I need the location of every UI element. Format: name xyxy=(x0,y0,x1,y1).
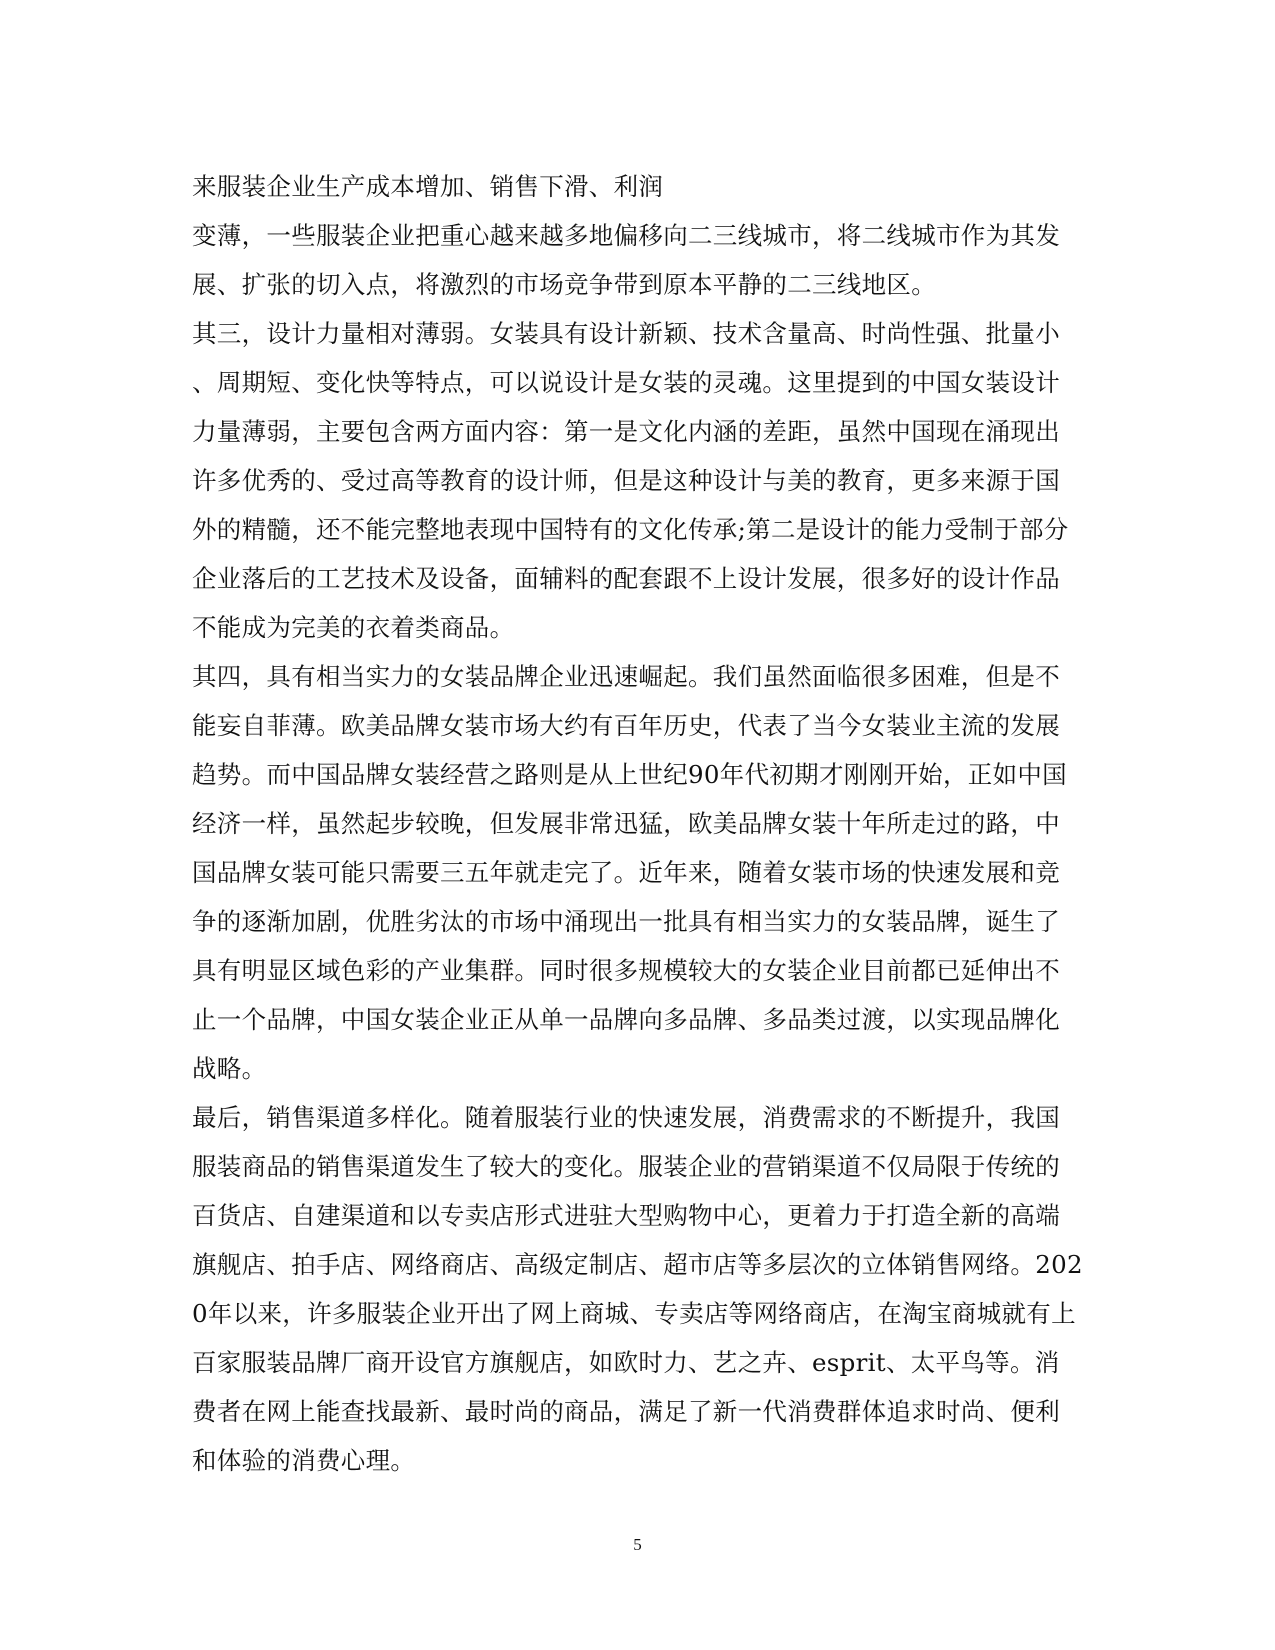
body-text xyxy=(192,162,1083,1485)
text-line: 国品牌女装可能只需要三五年就走完了。近年来，随着女装市场的快速发展和竞 xyxy=(192,858,1060,887)
text-line: 战略。 xyxy=(192,1054,267,1083)
text-line: 止一个品牌，中国女装企业正从单一品牌向多品牌、多品类过渡，以实现品牌化 xyxy=(192,1005,1060,1034)
text-line: 其三，设计力量相对薄弱。女装具有设计新颖、技术含量高、时尚性强、批量小 xyxy=(192,319,1060,348)
text-line: 具有明显区域色彩的产业集群。同时很多规模较大的女装企业目前都已延伸出不 xyxy=(192,956,1060,985)
text-line: 和体验的消费心理。 xyxy=(192,1446,416,1475)
text-line: 趋势。而中国品牌女装经营之路则是从上世纪90年代初期才刚刚开始，正如中国 xyxy=(192,760,1067,789)
text-line: 、周期短、变化快等特点，可以说设计是女装的灵魂。这里提到的中国女装设计 xyxy=(192,368,1060,397)
text-line: 争的逐渐加剧，优胜劣汰的市场中涌现出一批具有相当实力的女装品牌，诞生了 xyxy=(192,907,1060,936)
text-line: 费者在网上能查找最新、最时尚的商品，满足了新一代消费群体追求时尚、便利 xyxy=(192,1397,1060,1426)
text-line: 经济一样，虽然起步较晚，但发展非常迅猛，欧美品牌女装十年所走过的路，中 xyxy=(192,809,1060,838)
text-line: 展、扩张的切入点，将激烈的市场竞争带到原本平静的二三线地区。 xyxy=(192,270,936,299)
text-line: 服装商品的销售渠道发生了较大的变化。服装企业的营销渠道不仅局限于传统的 xyxy=(192,1152,1060,1181)
text-line: 旗舰店、拍手店、网络商店、高级定制店、超市店等多层次的立体销售网络。202 xyxy=(192,1250,1083,1279)
text-line: 0年以来，许多服装企业开出了网上商城、专卖店等网络商店，在淘宝商城就有上 xyxy=(192,1299,1076,1328)
text-line: 百货店、自建渠道和以专卖店形式进驻大型购物中心，更着力于打造全新的高端 xyxy=(192,1201,1060,1230)
text-line: 许多优秀的、受过高等教育的设计师，但是这种设计与美的教育，更多来源于国 xyxy=(192,466,1060,495)
text-line: 变薄，一些服装企业把重心越来越多地偏移向二三线城市，将二线城市作为其发 xyxy=(192,221,1060,250)
text-line: 来服装企业生产成本增加、销售下滑、利润 xyxy=(192,172,664,201)
text-line: 其四，具有相当实力的女装品牌企业迅速崛起。我们虽然面临很多困难，但是不 xyxy=(192,662,1060,691)
text-line: 企业落后的工艺技术及设备，面辅料的配套跟不上设计发展，很多好的设计作品 xyxy=(192,564,1060,593)
text-line: 不能成为完美的衣着类商品。 xyxy=(192,613,515,642)
text-line: 百家服装品牌厂商开设官方旗舰店，如欧时力、艺之卉、esprit、太平鸟等。消 xyxy=(192,1348,1060,1377)
page-number: 5 xyxy=(633,1535,642,1554)
text-line: 能妄自菲薄。欧美品牌女装市场大约有百年历史，代表了当今女装业主流的发展 xyxy=(192,711,1060,740)
text-line: 力量薄弱，主要包含两方面内容：第一是文化内涵的差距，虽然中国现在涌现出 xyxy=(192,417,1060,446)
text-line: 外的精髓，还不能完整地表现中国特有的文化传承;第二是设计的能力受制于部分 xyxy=(192,515,1069,544)
text-line: 最后，销售渠道多样化。随着服装行业的快速发展，消费需求的不断提升，我国 xyxy=(192,1103,1060,1132)
